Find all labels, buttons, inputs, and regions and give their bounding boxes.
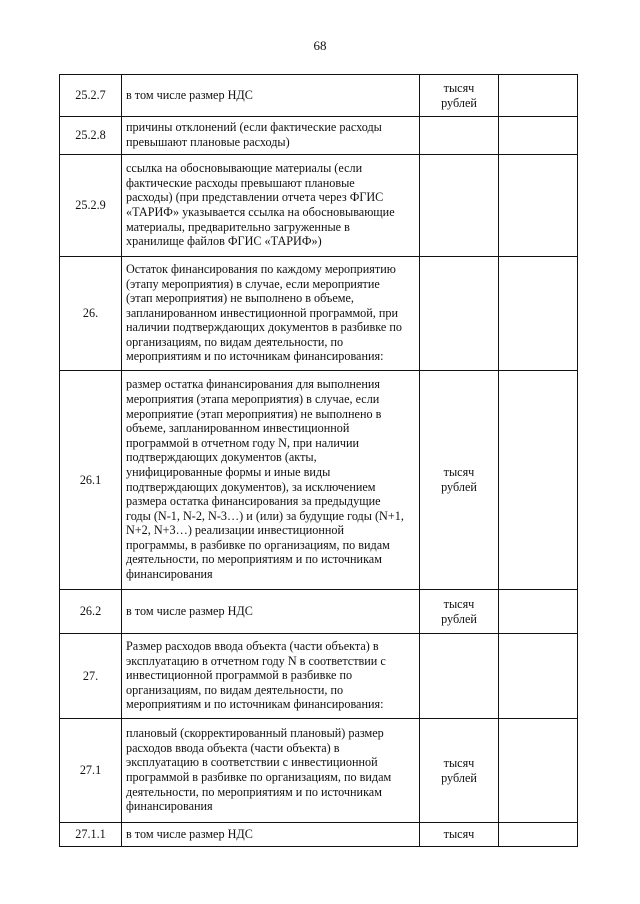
row-number: 26.2 — [60, 590, 122, 634]
row-unit: тысяч — [420, 823, 499, 847]
table-row — [60, 371, 578, 590]
row-number: 26. — [60, 257, 122, 371]
row-number: 27.1.1 — [60, 823, 122, 847]
indicators-table — [59, 74, 578, 847]
row-description: ссылка на обосновывающие материалы (если фактические расходы превышают плановые расходы) (при представлении отчета через ФГИС «ТАРИФ» указывается ссылка на обосновывающие материалы, предварительно загруженные в хранилище файлов ФГИС «ТАРИФ») — [122, 155, 420, 257]
page-number: 68 — [313, 38, 327, 53]
row-number: 26.1 — [60, 371, 122, 590]
row-description: Остаток финансирования по каждому мероприятию (этапу мероприятия) в случае, если мероприятие (этап мероприятия) не выполнено в объеме, запланированном инвестиционной программой, при наличии подтверждающих документов в разбивке по организациям, по видам деятельности, по мероприятиям и по источникам финансирования: — [122, 257, 420, 371]
row-value-cell — [499, 117, 578, 155]
row-unit: тысяч рублей — [420, 371, 499, 590]
row-description: Размер расходов ввода объекта (части объекта) в эксплуатацию в отчетном году N в соответствии с инвестиционной программой в разбивке по организациям, по видам деятельности, по мероприятиям и по источникам финансирования: — [122, 634, 420, 719]
table-row — [60, 117, 578, 155]
row-unit: тысяч рублей — [420, 75, 499, 117]
row-unit — [420, 257, 499, 371]
table-row — [60, 634, 578, 719]
row-description: плановый (скорректированный плановый) размер расходов ввода объекта (части объекта) в эксплуатацию в соответствии с инвестиционной программой в разбивке по организациям, по видам деятельности, по мероприятиям и по источникам финансирования — [122, 719, 420, 823]
row-value-cell — [499, 634, 578, 719]
table-row — [60, 719, 578, 823]
table-row — [60, 155, 578, 257]
row-number: 27. — [60, 634, 122, 719]
row-number: 27.1 — [60, 719, 122, 823]
row-description: размер остатка финансирования для выполнения мероприятия (этапа мероприятия) в случае, если мероприятие (этап мероприятия) не выполнено в объеме, запланированном инвестиционной программой в отчетном году N, при наличии подтверждающих документов (акты, унифицированные формы и иные виды подтверждающих документов), за исключением размера остатка финансирования за предыдущие годы (N-1, N-2, N-3…) и (или) за будущие годы (N+1, N+2, N+3…) реализации инвестиционной программы, в разбивке по организациям, по видам деятельности, по мероприятиям и по источникам финансирования — [122, 371, 420, 590]
row-unit — [420, 634, 499, 719]
row-unit: тысяч рублей — [420, 719, 499, 823]
table-row — [60, 823, 578, 847]
row-description: в том числе размер НДС — [122, 590, 420, 634]
row-value-cell — [499, 371, 578, 590]
table-row — [60, 590, 578, 634]
row-unit — [420, 155, 499, 257]
row-value-cell — [499, 823, 578, 847]
row-description: в том числе размер НДС — [122, 823, 420, 847]
row-description: в том числе размер НДС — [122, 75, 420, 117]
row-value-cell — [499, 155, 578, 257]
row-value-cell — [499, 590, 578, 634]
row-number: 25.2.8 — [60, 117, 122, 155]
row-unit — [420, 117, 499, 155]
table-row — [60, 75, 578, 117]
row-description: причины отклонений (если фактические расходы превышают плановые расходы) — [122, 117, 420, 155]
row-value-cell — [499, 719, 578, 823]
row-unit: тысяч рублей — [420, 590, 499, 634]
row-number: 25.2.9 — [60, 155, 122, 257]
table-row — [60, 257, 578, 371]
row-number: 25.2.7 — [60, 75, 122, 117]
row-value-cell — [499, 75, 578, 117]
row-value-cell — [499, 257, 578, 371]
